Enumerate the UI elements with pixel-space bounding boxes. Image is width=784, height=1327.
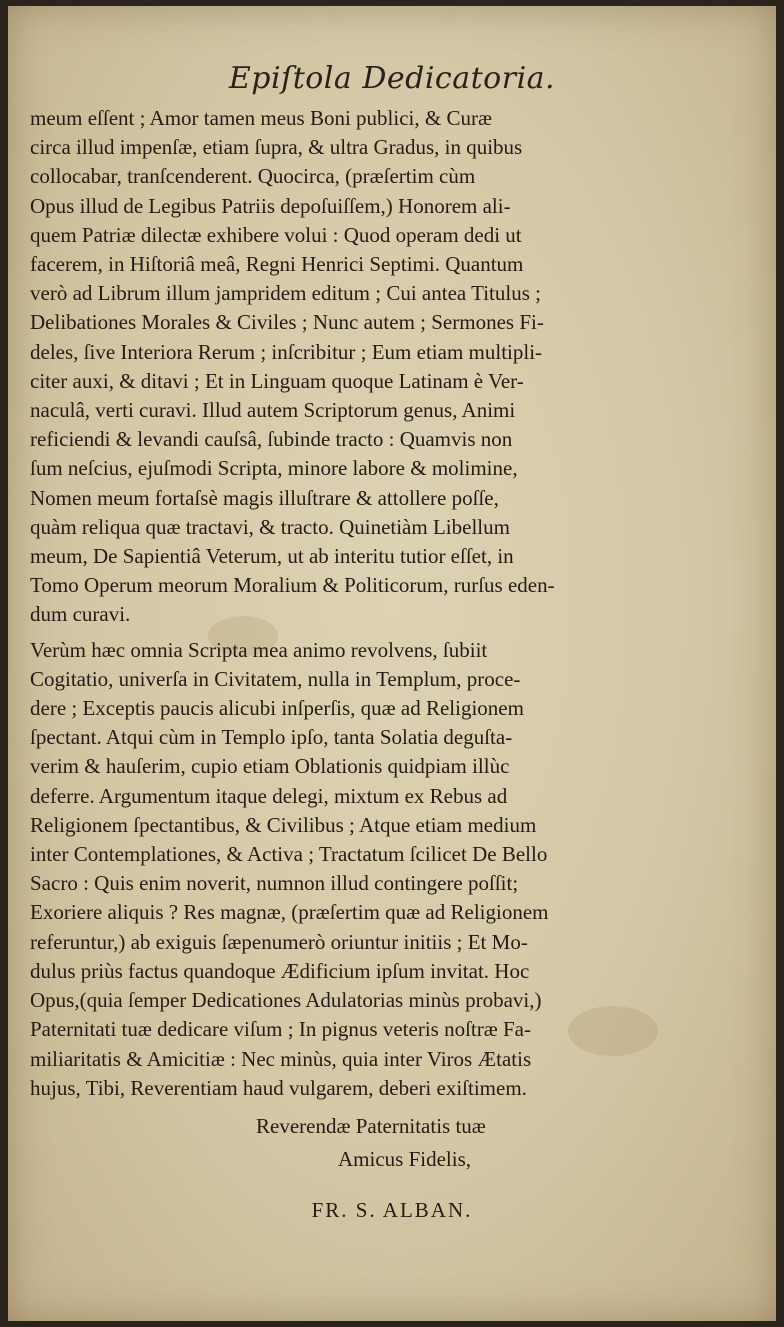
text-line: deferre. Argumentum itaque delegi, mixtum ex Rebus ad — [30, 783, 508, 808]
text-line: naculâ, verti curavi. Illud autem Scriptorum genus, Animi — [30, 398, 516, 423]
letter-body — [30, 104, 610, 1103]
text-line: ſpectant. Atqui cùm in Templo ipſo, tanta Solatia deguſta- — [30, 725, 513, 750]
paragraph-2 — [30, 636, 610, 1103]
text-line: ſum neſcius, ejuſmodi Scripta, minore labore & molimine, — [30, 456, 518, 481]
text-line: reficiendi & levandi cauſsâ, ſubinde tracto : Quamvis non — [30, 427, 513, 452]
text-line: Nomen meum fortaſsè magis illuſtrare & attollere poſſe, — [30, 485, 499, 510]
closing-line-2: Amicus Fidelis, — [338, 1147, 472, 1171]
running-header: Epiſtola Dedicatoria. — [228, 61, 556, 96]
text-line: referuntur,) ab exiguis ſæpenumerò oriuntur initiis ; Et Mo- — [30, 929, 528, 954]
signature: FR. S. ALBAN. — [311, 1198, 473, 1222]
text-line: circa illud impenſæ, etiam ſupra, & ultra Gradus, in quibus — [30, 135, 523, 160]
text-line: Exoriere aliquis ? Res magnæ, (præſertim quæ ad Religionem — [30, 900, 549, 925]
text-line: hujus, Tibi, Reverentiam haud vulgarem, deberi exiſtimem. — [30, 1075, 527, 1100]
text-line: Verùm hæc omnia Scripta mea animo revolvens, ſubiit — [30, 637, 488, 662]
text-line: collocabar, tranſcenderent. Quocirca, (præſertim cùm — [30, 164, 476, 189]
text-line: dum curavi. — [30, 602, 131, 627]
book-page — [8, 6, 776, 1321]
text-line: dulus priùs factus quandoque Ædificium ipſum invitat. Hoc — [30, 958, 530, 983]
text-line: verò ad Librum illum jampridem editum ; Cui antea Titulus ; — [30, 281, 541, 306]
text-line: inter Contemplationes, & Activa ; Tractatum ſcilicet De Bello — [30, 842, 548, 867]
text-line: Paternitati tuæ dedicare viſum ; In pignus veteris noſtræ Fa- — [30, 1017, 531, 1042]
text-line: Opus illud de Legibus Patriis depoſuiſſem,) Honorem ali- — [30, 193, 511, 218]
text-line: verim & hauſerim, cupio etiam Oblationis quidpiam illùc — [30, 754, 510, 779]
text-line: Religionem ſpectantibus, & Civilibus ; Atque etiam medium — [30, 812, 537, 837]
text-line: Sacro : Quis enim noverit, numnon illud contingere poſſit; — [30, 871, 519, 896]
text-line: meum eſſent ; Amor tamen meus Boni publici, & Curæ — [30, 106, 492, 130]
text-line: Tomo Operum meorum Moralium & Politicorum, rurſus eden- — [30, 573, 555, 598]
text-line: citer auxi, & ditavi ; Et in Linguam quoque Latinam è Ver- — [30, 368, 524, 393]
text-line: quem Patriæ dilectæ exhibere volui : Quod operam dedi ut — [30, 222, 522, 247]
closing-line-1: Reverendæ Paternitatis tuæ — [256, 1114, 486, 1138]
text-line: dere ; Exceptis paucis alicubi inſperſis, quæ ad Religionem — [30, 696, 524, 721]
text-line: facerem, in Hiſtoriâ meâ, Regni Henrici Septimi. Quantum — [30, 252, 524, 277]
paragraph-1 — [30, 104, 610, 630]
text-line: miliaritatis & Amicitiæ : Nec minùs, quia inter Viros Ætatis — [30, 1046, 532, 1071]
text-line: Delibationes Morales & Civiles ; Nunc autem ; Sermones Fi- — [30, 310, 544, 335]
text-line: Cogitatio, univerſa in Civitatem, nulla in Templum, proce- — [30, 666, 521, 691]
text-line: quàm reliqua quæ tractavi, & tracto. Quinetiàm Libellum — [30, 514, 510, 539]
text-line: deles, ſive Interiora Rerum ; inſcribitur ; Eum etiam multipli- — [30, 339, 543, 364]
text-line: meum, De Sapientiâ Veterum, ut ab interitu tutior eſſet, in — [30, 544, 514, 569]
text-line: Opus,(quia ſemper Dedicationes Adulatorias minùs probavi,) — [30, 988, 542, 1013]
